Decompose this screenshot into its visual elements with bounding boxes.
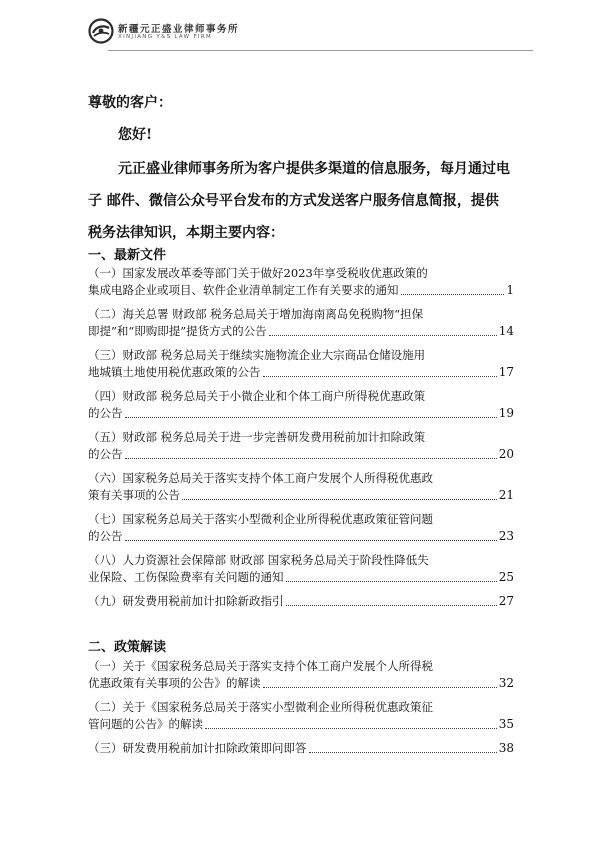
toc-entry[interactable] [88, 699, 514, 733]
firm-logo-icon [88, 18, 114, 44]
toc-page-number: 23 [498, 529, 514, 543]
letterhead [88, 18, 528, 48]
toc-entry-title-cont: 的公告 [88, 447, 123, 461]
toc-leader-dots [286, 581, 497, 582]
toc-entry-title-cont: 地城镇土地使用税优惠政策的公告 [88, 365, 261, 379]
firm-name-cn: 新疆元正盛业律师事务所 [118, 24, 240, 35]
intro-line: 税务法律知识，本期主要内容： [88, 225, 284, 241]
toc-entry-title: （三）研发费用税前加计扣除政策即问即答 [88, 741, 307, 755]
toc-entry-title: （二）海关总署 财政部 税务总局关于增加海南离岛免税购物“担保 [88, 307, 424, 321]
toc-leader-dots [125, 540, 497, 541]
toc-entry[interactable] [88, 552, 514, 586]
toc-entry-title: （八）人力资源社会保障部 财政部 国家税务总局关于阶段性降低失 [88, 553, 429, 567]
toc-leader-dots [125, 458, 497, 459]
toc-entry[interactable] [88, 470, 514, 504]
section-title: 二、政策解读 [88, 640, 167, 655]
toc-leader-dots [269, 335, 497, 336]
toc-entry-title: （二）关于《国家税务总局关于落实小型微利企业所得税优惠政策征 [88, 700, 433, 714]
toc-entry[interactable] [88, 511, 514, 545]
toc-entry[interactable] [88, 593, 514, 610]
toc-leader-dots [205, 728, 497, 729]
salutation: 尊敬的客户： [88, 95, 172, 111]
toc-page-number: 19 [498, 406, 514, 420]
toc-entry[interactable] [88, 347, 514, 381]
toc-entry-title: （一）关于《国家税务总局关于落实支持个体工商户发展个人所得税 [88, 659, 433, 673]
toc-leader-dots [263, 376, 497, 377]
toc-entry[interactable] [88, 265, 514, 299]
toc-entry-title: （五）财政部 税务总局关于进一步完善研发费用税前加计扣除政策 [88, 430, 426, 444]
toc-entry-title: （四）财政部 税务总局关于小微企业和个体工商户所得税优惠政策 [88, 389, 426, 403]
toc-entry-title: （九）研发费用税前加计扣除新政指引 [88, 594, 284, 608]
toc-entry[interactable] [88, 306, 514, 340]
toc-page-number: 32 [498, 676, 514, 690]
toc-page-number: 20 [498, 447, 514, 461]
toc-page-number: 27 [498, 594, 514, 608]
header-divider [108, 50, 533, 51]
toc-entry-title-cont: 优惠政策有关事项的公告》的解读 [88, 676, 261, 690]
toc-entry-title-cont: 即提”和“即购即提”提货方式的公告 [88, 324, 267, 338]
toc-entry-title-cont: 业保险、工伤保险费率有关问题的通知 [88, 570, 284, 584]
toc-leader-dots [182, 499, 497, 500]
section-title: 一、最新文件 [88, 248, 167, 263]
toc-leader-dots [401, 294, 505, 295]
toc-entry-title: （三）财政部 税务总局关于继续实施物流企业大宗商品仓储设施用 [88, 348, 426, 362]
toc-entry-title-cont: 策有关事项的公告 [88, 488, 180, 502]
toc-leader-dots [309, 752, 497, 753]
toc-entry[interactable] [88, 740, 514, 757]
toc-entry[interactable] [88, 658, 514, 692]
firm-name-en: XINJIANG Y&S LAW FIRM [118, 34, 213, 40]
toc-entry-title: （六）国家税务总局关于落实支持个体工商户发展个人所得税优惠政 [88, 471, 433, 485]
toc-page-number: 35 [498, 717, 514, 731]
intro-line: 子 邮件、微信公众号平台发布的方式发送客户服务信息简报，提供 [88, 193, 499, 209]
toc-page-number: 17 [498, 365, 514, 379]
toc-entry-title-cont: 管问题的公告》的解读 [88, 717, 203, 731]
toc-page-number: 1 [506, 283, 514, 297]
intro-line: 元正盛业律师事务所为客户提供多渠道的信息服务，每月通过电 [118, 161, 510, 177]
toc-page-number: 21 [498, 488, 514, 502]
toc-page-number: 38 [498, 741, 514, 755]
toc-page-number: 25 [498, 570, 514, 584]
toc-entry-title-cont: 的公告 [88, 406, 123, 420]
toc-page-number: 14 [498, 324, 514, 338]
toc-entry[interactable] [88, 429, 514, 463]
toc-leader-dots [286, 605, 497, 606]
toc-entry-title-cont: 集成电路企业或项目、软件企业清单制定工作有关要求的通知 [88, 283, 399, 297]
toc-entry-title: （一）国家发展改革委等部门关于做好2023年享受税收优惠政策的 [88, 266, 428, 280]
toc-entry-title: （七）国家税务总局关于落实小型微利企业所得税优惠政策征管问题 [88, 512, 433, 526]
toc-leader-dots [125, 417, 497, 418]
toc-entry[interactable] [88, 388, 514, 422]
toc-entry-title-cont: 的公告 [88, 529, 123, 543]
toc-leader-dots [263, 687, 497, 688]
greeting: 您好! [118, 127, 153, 143]
